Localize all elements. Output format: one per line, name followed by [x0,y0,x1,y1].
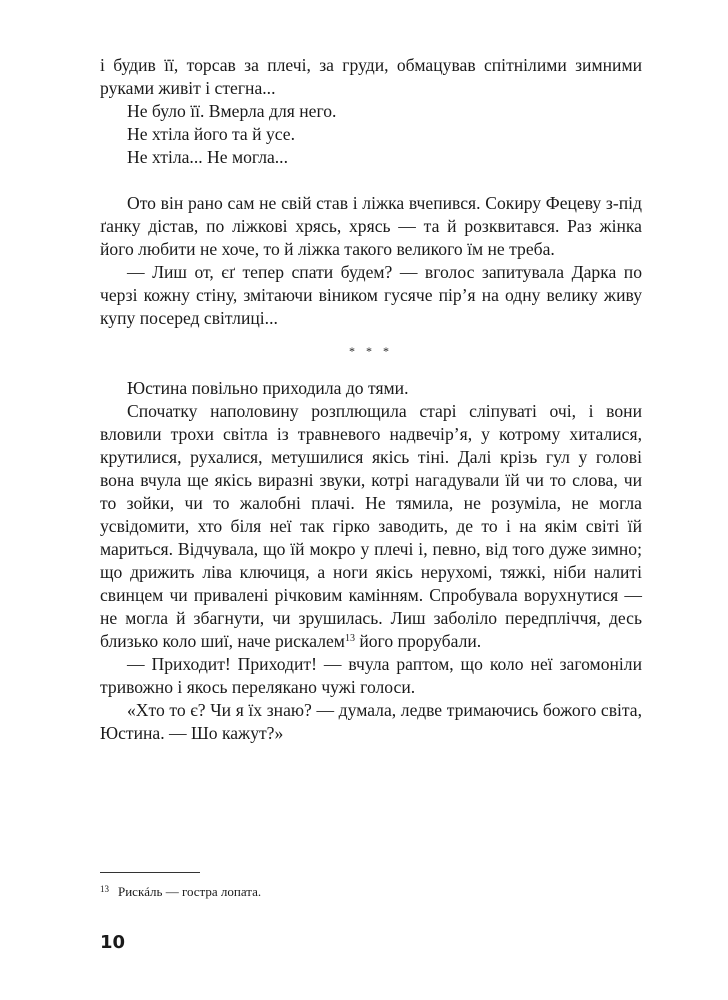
paragraph-text: Спочатку наполовину розплющила старі сліпуваті очі, і вони вловили трохи світла із травневого надвечір’я, у котрому хиталися, крутилися, рухалися, метушилися якісь тіні. Далі крізь гул у голові вона вчула ще якісь виразні звуки, котрі нагадували їй чи то слова, чи то зойки, чи то жалобні плачі. Не тямила, не розуміла, не могла усвідомити, хто біля неї так гірко заводить, де то і на якім світі їй мариться. Відчувала, що їй мокро у плечі і, певно, від того дуже зимно; що дрижить ліва ключиця, а ноги якісь нерухомі, тяжкі, ніби налиті свинцем чи привалені річковим камінням. Спробувала ворухнутися — не могла й збагнути, чи зрушилась. Лиш заболіло передпліччя, десь близько коло шиї, наче рискалем [100,401,642,651]
footnote-text: Рискáль — гостра лопата. [118,884,262,899]
paragraph: Не хтіла його та й усе. [127,124,295,144]
paragraph: — Приходит! Приходит! — вчула раптом, що коло неї загомоніли тривожно і якось перелякано чужі голоси. [100,654,642,697]
footnote-number: 13 [100,884,109,894]
footnote-divider [100,872,200,873]
paragraph-text-continued: його прорубали. [359,631,482,651]
page-number: 10 [100,932,126,953]
paragraph: Ото він рано сам не свій став і ліжка вчепився. Сокиру Фецеву з-під ґанку дістав, по ліжкові хрясь, хрясь — та й розквитався. Раз жінка його любити не хоче, то й ліжка такого великого їм не треба. [100,193,642,259]
paragraph-gap [100,169,642,192]
footnote-reference: 13 [344,633,355,644]
paragraph: Не хтіла... Не могла... [127,147,288,167]
paragraph: Не було її. Вмерла для него. [127,101,337,121]
paragraph [100,400,642,653]
paragraph: — Лиш от, єґ тепер спати будем? — вголос запитувала Дарка по черзі кожну стіну, змітаючи віником гусяче пір’я на одну велику живу купу посеред світлиці... [100,262,642,328]
footnote [100,880,642,901]
paragraph: «Хто то є? Чи я їх знаю? — думала, ледве тримаючись божого світа, Юстина. — Шо кажут?» [100,700,642,743]
section-separator: * * * [349,344,393,358]
paragraph: і будив її, торсав за плечі, за груди, обмацував спітнілими зимними руками живіт і стегна... [100,55,642,98]
body-text [100,54,642,745]
paragraph: Юстина повільно приходила до тями. [127,378,409,398]
